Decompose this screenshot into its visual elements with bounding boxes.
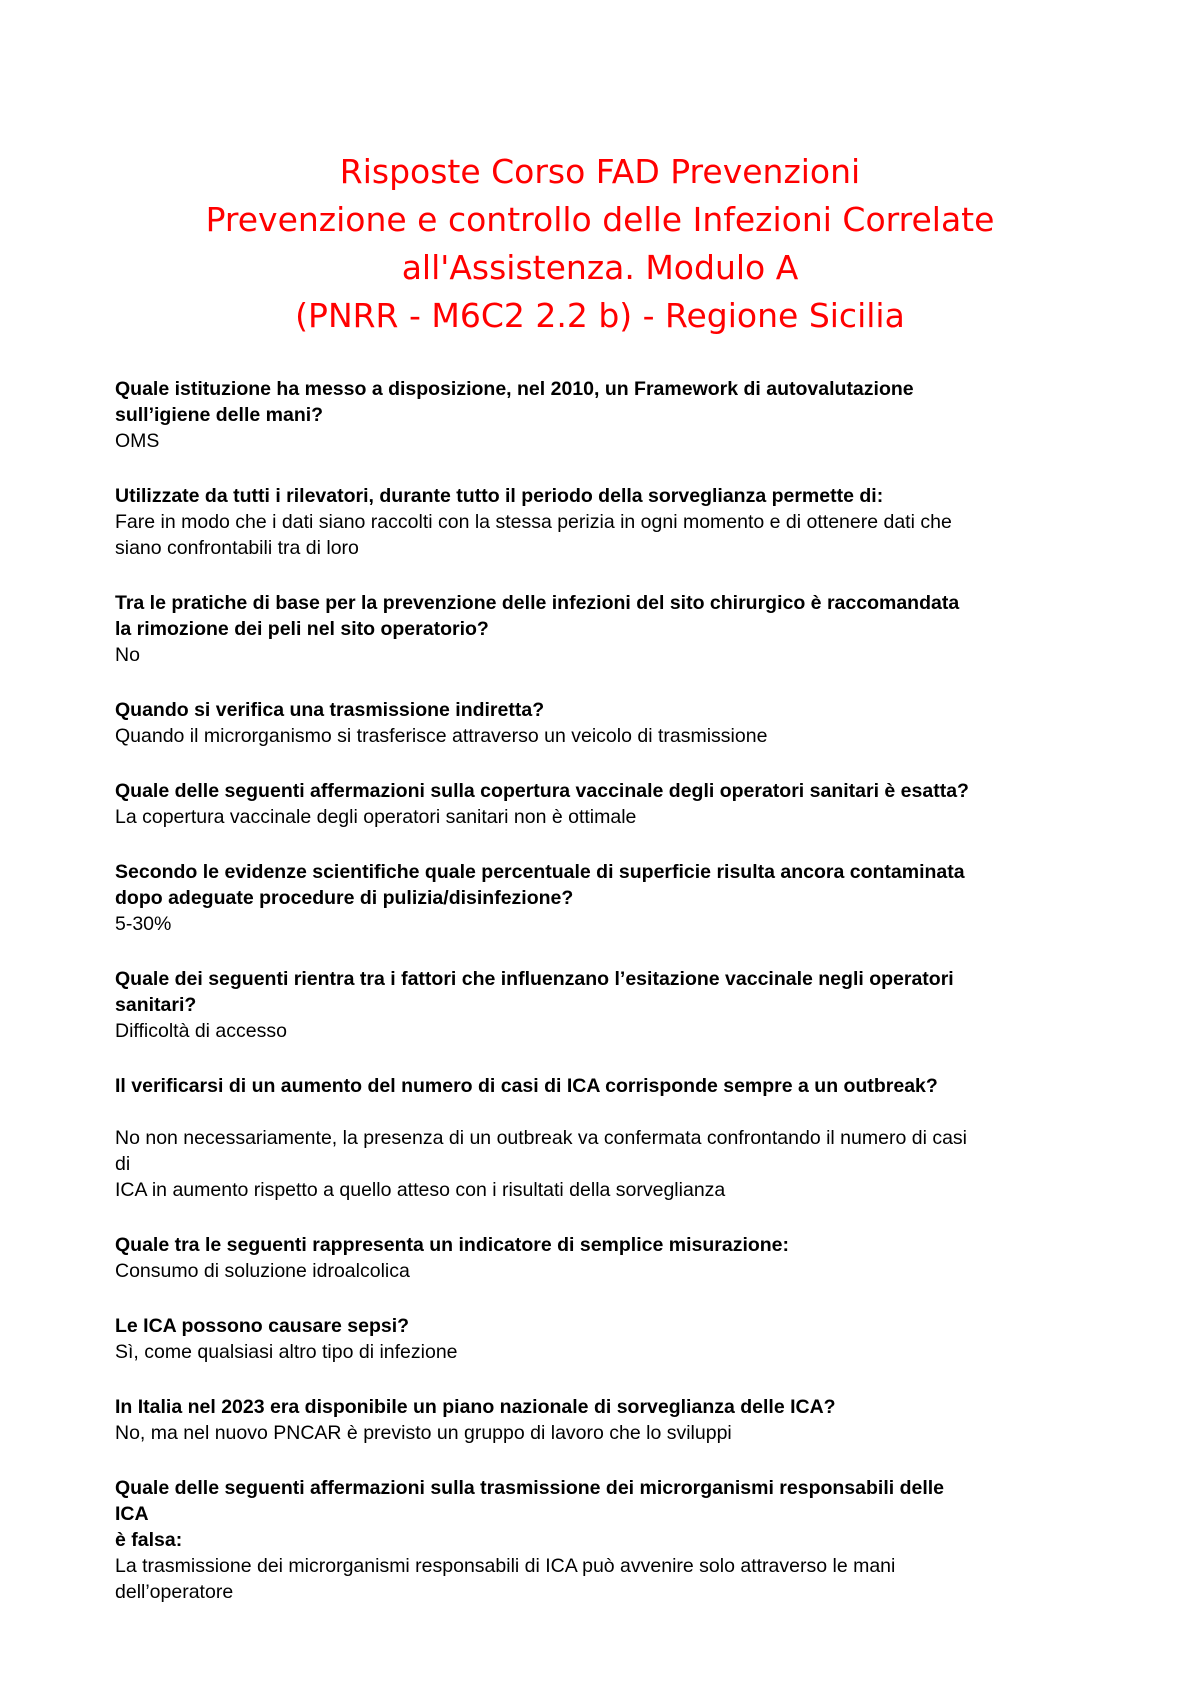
answer [115, 723, 1175, 749]
answer-line: No non necessariamente, la presenza di un outbreak va confermata confrontando il numero di casi [115, 1127, 967, 1149]
qa-item [115, 590, 1175, 668]
answer-line: Difficoltà di accesso [115, 1020, 287, 1042]
qa-item [115, 1232, 1175, 1284]
question [115, 697, 1175, 723]
question [115, 376, 1175, 428]
answer-line: 5-30% [115, 913, 172, 935]
qa-item [115, 778, 1175, 830]
answer-line: ICA in aumento rispetto a quello atteso con i risultati della sorveglianza [115, 1179, 726, 1201]
answer [115, 1553, 1175, 1605]
question-line: In Italia nel 2023 era disponibile un piano nazionale di sorveglianza delle ICA? [115, 1396, 836, 1418]
question-line: Tra le pratiche di base per la prevenzione delle infezioni del sito chirurgico è raccomandata [115, 592, 960, 614]
question-line: Il verificarsi di un aumento del numero di casi di ICA corrisponde sempre a un outbreak? [115, 1075, 938, 1097]
question [115, 1232, 1175, 1258]
title-line: Risposte Corso FAD Prevenzioni [339, 152, 861, 191]
answer [115, 642, 1175, 668]
question-line: ICA [115, 1503, 149, 1525]
question [115, 859, 1175, 911]
question [115, 1073, 1175, 1099]
answer [115, 1258, 1175, 1284]
title-line: Prevenzione e controllo delle Infezioni Correlate [205, 200, 995, 239]
answer-line: Sì, come qualsiasi altro tipo di infezione [115, 1341, 458, 1363]
qa-item [115, 376, 1175, 454]
question-line: sanitari? [115, 994, 197, 1016]
qa-item [115, 859, 1175, 937]
qa-item [115, 1394, 1175, 1446]
question [115, 1394, 1175, 1420]
question-line: la rimozione dei peli nel sito operatorio? [115, 618, 489, 640]
question-line: Quando si verifica una trasmissione indiretta? [115, 699, 545, 721]
question [115, 483, 1175, 509]
answer [115, 509, 1175, 561]
question [115, 590, 1175, 642]
qa-item [115, 966, 1175, 1044]
answer-line: siano confrontabili tra di loro [115, 537, 359, 559]
answer-line: Consumo di soluzione idroalcolica [115, 1260, 410, 1282]
question-line: Secondo le evidenze scientifiche quale percentuale di superficie risulta ancora contaminata [115, 861, 965, 883]
question-line: Quale delle seguenti affermazioni sulla copertura vaccinale degli operatori sanitari è esatta? [115, 780, 969, 802]
answer [115, 804, 1175, 830]
qa-item [115, 1313, 1175, 1365]
answer-line: di [115, 1153, 131, 1175]
answer-line: La copertura vaccinale degli operatori sanitari non è ottimale [115, 806, 637, 828]
answer [115, 1018, 1175, 1044]
answer-line: No, ma nel nuovo PNCAR è previsto un gruppo di lavoro che lo sviluppi [115, 1422, 732, 1444]
page-title [0, 148, 1200, 340]
question [115, 1313, 1175, 1339]
answer-line: La trasmissione dei microrganismi responsabili di ICA può avvenire solo attraverso le mani [115, 1555, 896, 1577]
qa-item [115, 697, 1175, 749]
answer-line: OMS [115, 430, 160, 452]
question-line: Quale istituzione ha messo a disposizione, nel 2010, un Framework di autovalutazione [115, 378, 914, 400]
qa-list [115, 376, 1175, 1634]
question-line: Quale dei seguenti rientra tra i fattori che influenzano l’esitazione vaccinale negli operatori [115, 968, 954, 990]
qa-item [115, 1073, 1175, 1203]
answer-line: Fare in modo che i dati siano raccolti con la stessa perizia in ogni momento e di ottenere dati che [115, 511, 952, 533]
qa-item [115, 483, 1175, 561]
answer-line: dell’operatore [115, 1581, 234, 1603]
question [115, 966, 1175, 1018]
blank-line [115, 1099, 1175, 1125]
question-line: Utilizzate da tutti i rilevatori, durante tutto il periodo della sorveglianza permette di: [115, 485, 884, 507]
answer-line: No [115, 644, 140, 666]
qa-item [115, 1475, 1175, 1605]
title-line: (PNRR - M6C2 2.2 b) - Regione Sicilia [295, 296, 905, 335]
question-line: Le ICA possono causare sepsi? [115, 1315, 410, 1337]
question [115, 778, 1175, 804]
answer [115, 428, 1175, 454]
question-line: Quale delle seguenti affermazioni sulla trasmissione dei microrganismi responsabili delle [115, 1477, 945, 1499]
question-line: sull’igiene delle mani? [115, 404, 324, 426]
question [115, 1475, 1175, 1553]
question-line: Quale tra le seguenti rappresenta un indicatore di semplice misurazione: [115, 1234, 790, 1256]
answer [115, 1125, 1175, 1203]
answer-line: Quando il microrganismo si trasferisce attraverso un veicolo di trasmissione [115, 725, 768, 747]
question-line: dopo adeguate procedure di pulizia/disinfezione? [115, 887, 574, 909]
question-line: è falsa: [115, 1529, 183, 1551]
answer [115, 1420, 1175, 1446]
title-line: all'Assistenza. Modulo A [401, 248, 799, 287]
answer [115, 911, 1175, 937]
answer [115, 1339, 1175, 1365]
